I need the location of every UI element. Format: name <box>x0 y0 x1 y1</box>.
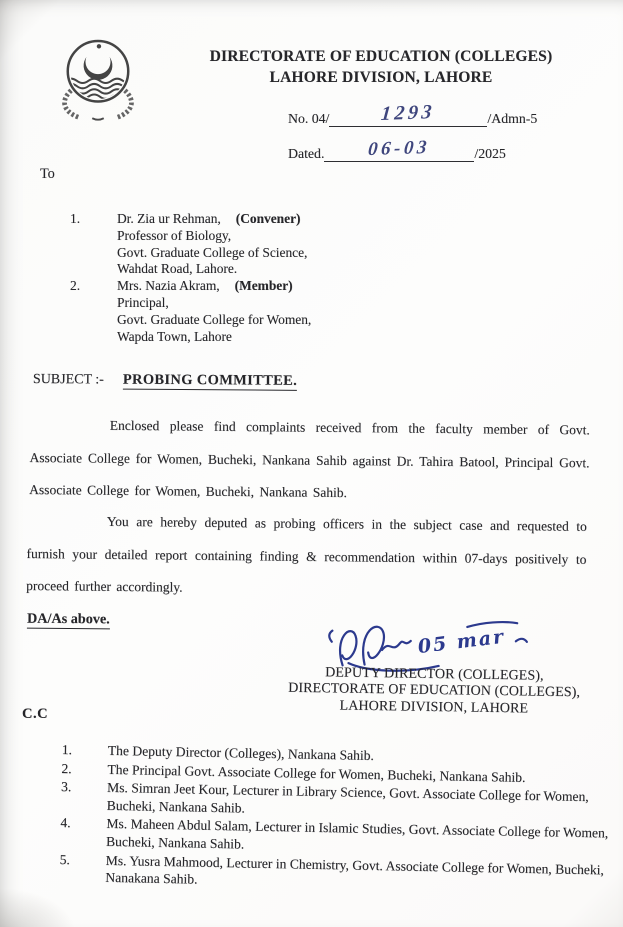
body-paragraph-2: You are hereby deputed as probing officers in the subject case and requested to furnish your detailed report containing finding & recommendation within 07-days positively to proceed further accordingly. <box>26 513 587 595</box>
ref-no-prefix: No. 04/ <box>288 111 330 126</box>
signatory-block <box>261 664 607 718</box>
addressee-name: Dr. Zia ur Rehman, <box>117 211 221 226</box>
addressee-name-row <box>117 211 307 228</box>
letterhead-line1: DIRECTORATE OF EDUCATION (COLLEGES) <box>209 48 553 65</box>
cc-item-text: Ms. Simran Jeet Kour, Lecturer in Library Science, Govt. Associate College for Women, Bucheki, Nankana Sahib. <box>106 780 589 816</box>
ref-no-suffix: /Admn-5 <box>487 111 538 126</box>
cc-item-number: 3. <box>60 779 72 795</box>
reference-block <box>288 101 538 175</box>
cc-label: C.C <box>22 706 49 722</box>
addressee-list <box>70 211 311 345</box>
addressee-name: Mrs. Nazia Akram, <box>117 278 220 294</box>
to-label: To <box>40 166 55 182</box>
enclosure-text: DA/As above. <box>26 610 110 628</box>
letterhead-title <box>175 46 587 88</box>
addressee-line: Wapda Town, Lahore <box>117 328 232 344</box>
cc-item-text: The Principal Govt. Associate College for Women, Bucheki, Nankana Sahib. <box>107 761 526 785</box>
addressee-role: (Convener) <box>235 211 301 226</box>
cc-item-text: Ms. Maheen Abdul Salam, Lecturer in Islamic Studies, Govt. Associate College for Women, Bucheki, Nankana Sahib. <box>105 816 609 852</box>
reference-number-row <box>288 101 538 127</box>
addressee-number: 2. <box>70 278 81 294</box>
dated-prefix: Dated. <box>288 146 325 161</box>
cc-item-number: 4. <box>60 815 71 831</box>
subject-text: PROBING COMMITTEE. <box>122 371 298 389</box>
cc-item-number: 1. <box>61 741 73 758</box>
reference-date-row <box>288 136 537 162</box>
cc-item-text: Ms. Yusra Mahmood, Lecturer in Chemistry, Govt. Associate College for Women, Bucheki, Nanakana Sahib. <box>105 852 605 887</box>
addressee-item <box>70 278 311 345</box>
punjab-government-emblem-icon <box>50 32 146 122</box>
ref-no-blank-line <box>329 101 487 127</box>
signatory-title-line3: LAHORE DIVISION, LAHORE <box>339 698 529 717</box>
letterhead-line2: LAHORE DIVISION, LAHORE <box>269 69 493 86</box>
addressee-role: (Member) <box>234 278 293 294</box>
addressee-line: Govt. Graduate College of Science, <box>117 244 308 260</box>
cc-list <box>59 741 610 897</box>
subject-row <box>33 371 297 390</box>
enclosure-line <box>27 611 110 629</box>
ref-no-handwritten-value: 1293 <box>380 101 437 125</box>
addressee-item <box>70 211 311 278</box>
addressee-line: Govt. Graduate College for Women, <box>117 311 312 327</box>
signature-handwritten-note: 05 mar <box>416 625 507 659</box>
body-paragraph-1: Enclosed please find complaints received from the faculty member of Govt. Associate College for Women, Bucheki, Nankana Sahib against Dr. Tahira Batool, Principal Govt. Associate College for Women, Bucheki, Nankana Sahib. <box>29 417 590 501</box>
addressee-detail <box>117 278 311 345</box>
dated-blank-line <box>324 136 474 162</box>
cc-item-number: 2. <box>61 760 72 776</box>
addressee-line: Professor of Biology, <box>117 227 232 243</box>
addressee-name-row <box>117 278 311 295</box>
signatory-title-line2: DIRECTORATE OF EDUCATION (COLLEGES), <box>288 681 581 701</box>
signatory-title-line1: DEPUTY DIRECTOR (COLLEGES), <box>325 665 544 684</box>
addressee-line: Principal, <box>117 294 169 310</box>
addressee-line: Wahdat Road, Lahore. <box>117 261 238 277</box>
addressee-number: 1. <box>70 211 81 226</box>
subject-label: SUBJECT :- <box>32 371 104 388</box>
cc-item-number: 5. <box>59 851 71 867</box>
dated-suffix: /2025 <box>474 146 506 161</box>
cc-item-text: The Deputy Director (Colleges), Nankana Sahib. <box>107 742 375 763</box>
addressee-detail <box>117 211 307 278</box>
dated-handwritten-value: 06-03 <box>367 136 432 161</box>
